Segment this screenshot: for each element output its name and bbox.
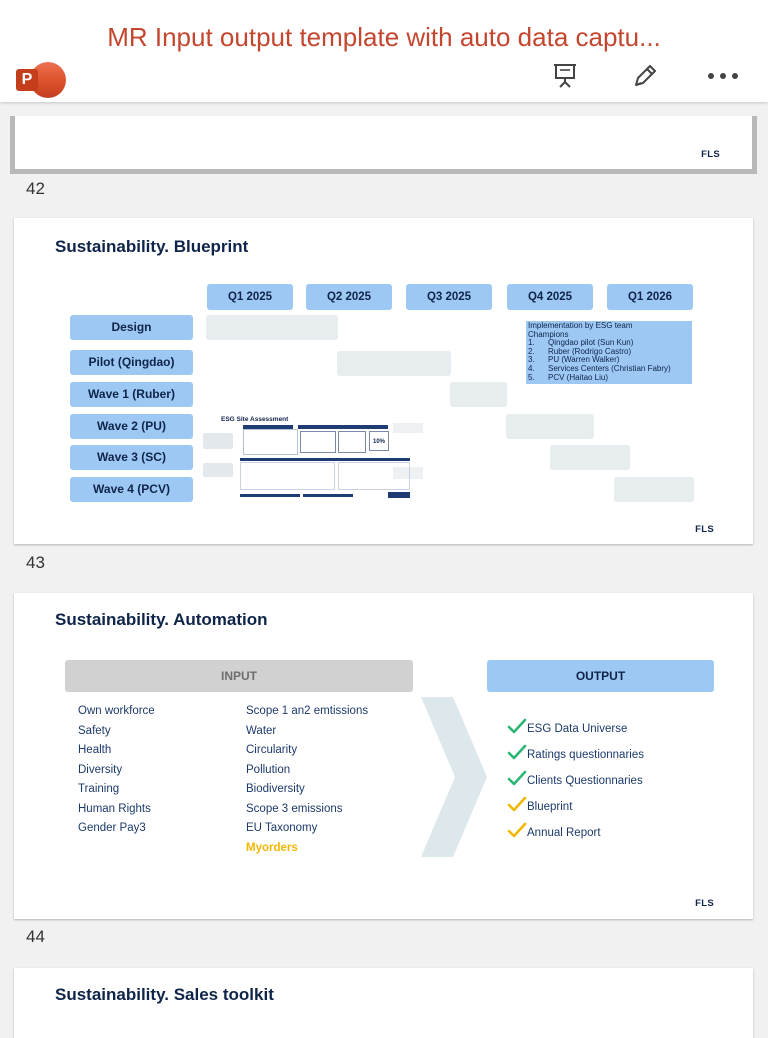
input-item: Diversity bbox=[78, 764, 123, 776]
quarter-header: Q2 2025 bbox=[306, 284, 392, 310]
quarter-header: Q1 2025 bbox=[207, 284, 293, 310]
gantt-bar bbox=[614, 477, 694, 502]
gantt-bar bbox=[450, 382, 507, 407]
slide-title: Sustainability. Automation bbox=[55, 610, 268, 629]
output-item: Clients Questionnaries bbox=[507, 775, 643, 791]
output-item: Annual Report bbox=[507, 827, 601, 843]
slide-list[interactable] bbox=[0, 102, 768, 1024]
gantt-row-label: Pilot (Qingdao) bbox=[70, 350, 193, 375]
check-icon bbox=[507, 718, 527, 734]
input-item: Water bbox=[246, 725, 277, 737]
thumbnail-title: ESG Site Assessment bbox=[221, 416, 289, 423]
output-header: OUTPUT bbox=[487, 660, 714, 692]
input-item: Gender Pay3 bbox=[78, 822, 146, 834]
input-header: INPUT bbox=[65, 660, 413, 692]
thumbnail-percent: 10% bbox=[369, 431, 389, 451]
gantt-row-label: Wave 3 (SC) bbox=[70, 445, 193, 470]
slide-45-thumbnail[interactable] bbox=[14, 968, 753, 1038]
quarter-header: Q1 2026 bbox=[607, 284, 693, 310]
gantt-row-label: Wave 1 (Ruber) bbox=[70, 382, 193, 407]
champion-item: 2. Ruber (Rodrigo Castro) bbox=[528, 346, 632, 356]
slide-title: Sustainability. Blueprint bbox=[55, 237, 249, 256]
quarter-header: Q4 2025 bbox=[507, 284, 593, 310]
input-item: Scope 3 emissions bbox=[246, 803, 343, 815]
gantt-bar bbox=[337, 351, 451, 376]
more-options-button[interactable] bbox=[705, 58, 741, 94]
output-item: ESG Data Universe bbox=[507, 723, 627, 739]
slide-number: 43 bbox=[26, 553, 45, 572]
powerpoint-logo-letter: P bbox=[16, 69, 38, 91]
champion-item: 5. PCV (Haitao Liu) bbox=[528, 372, 609, 382]
check-icon bbox=[507, 744, 527, 760]
gantt-row-label: Design bbox=[70, 315, 193, 340]
present-button[interactable] bbox=[547, 58, 583, 94]
implementation-note bbox=[526, 321, 692, 384]
check-icon bbox=[507, 770, 527, 786]
input-item: Biodiversity bbox=[246, 783, 305, 795]
output-item: Ratings questionnaries bbox=[507, 749, 644, 765]
gantt-row-label: Wave 4 (PCV) bbox=[70, 477, 193, 502]
pencil-icon bbox=[630, 61, 660, 91]
input-item: Circularity bbox=[246, 744, 298, 756]
input-item: Safety bbox=[78, 725, 111, 737]
more-icon bbox=[705, 61, 741, 91]
input-item: EU Taxonomy bbox=[246, 822, 318, 834]
esg-assessment-thumbnail bbox=[203, 415, 425, 503]
champion-item: 4. Services Centers (Christian Fabry) bbox=[528, 363, 671, 373]
slide-number: 44 bbox=[26, 927, 45, 946]
quarter-header: Q3 2025 bbox=[406, 284, 492, 310]
input-item: Training bbox=[78, 783, 120, 795]
slide-42-thumbnail[interactable] bbox=[10, 116, 757, 174]
input-item: Human Rights bbox=[78, 803, 151, 815]
champion-item: 1. Qingdao pilot (Sun Kun) bbox=[528, 338, 634, 348]
slide-brand-label: FLS bbox=[701, 149, 720, 160]
input-item: Pollution bbox=[246, 764, 291, 776]
gantt-bar bbox=[206, 315, 338, 340]
check-icon bbox=[507, 796, 527, 812]
note-title: Implementation by ESG team bbox=[528, 321, 633, 330]
input-item-highlighted: Myorders bbox=[246, 842, 298, 854]
output-item: Blueprint bbox=[507, 801, 572, 817]
slide-brand-label: FLS bbox=[695, 524, 714, 535]
slide-44-thumbnail[interactable] bbox=[14, 593, 753, 919]
input-item: Own workforce bbox=[78, 705, 155, 717]
slide-title: Sustainability. Sales toolkit bbox=[55, 985, 274, 1004]
gantt-bar bbox=[506, 414, 594, 439]
chevron-arrow-icon bbox=[419, 697, 489, 857]
app-header bbox=[0, 0, 768, 102]
present-icon bbox=[550, 61, 580, 91]
gantt-row-label: Wave 2 (PU) bbox=[70, 414, 193, 439]
slide-number: 42 bbox=[26, 179, 45, 198]
document-title: MR Input output template with auto data captu... bbox=[107, 22, 661, 52]
note-subtitle: Champions bbox=[528, 329, 569, 339]
edit-button[interactable] bbox=[627, 58, 663, 94]
powerpoint-icon bbox=[16, 60, 68, 98]
input-item: Health bbox=[78, 744, 112, 756]
gantt-bar bbox=[550, 445, 630, 470]
champion-item: 3. PU (Warren Walker) bbox=[528, 355, 620, 365]
input-item: Scope 1 an2 emtissions bbox=[246, 705, 369, 717]
slide-43-thumbnail[interactable] bbox=[14, 218, 753, 544]
slide-brand-label: FLS bbox=[695, 898, 714, 909]
check-icon bbox=[507, 822, 527, 838]
